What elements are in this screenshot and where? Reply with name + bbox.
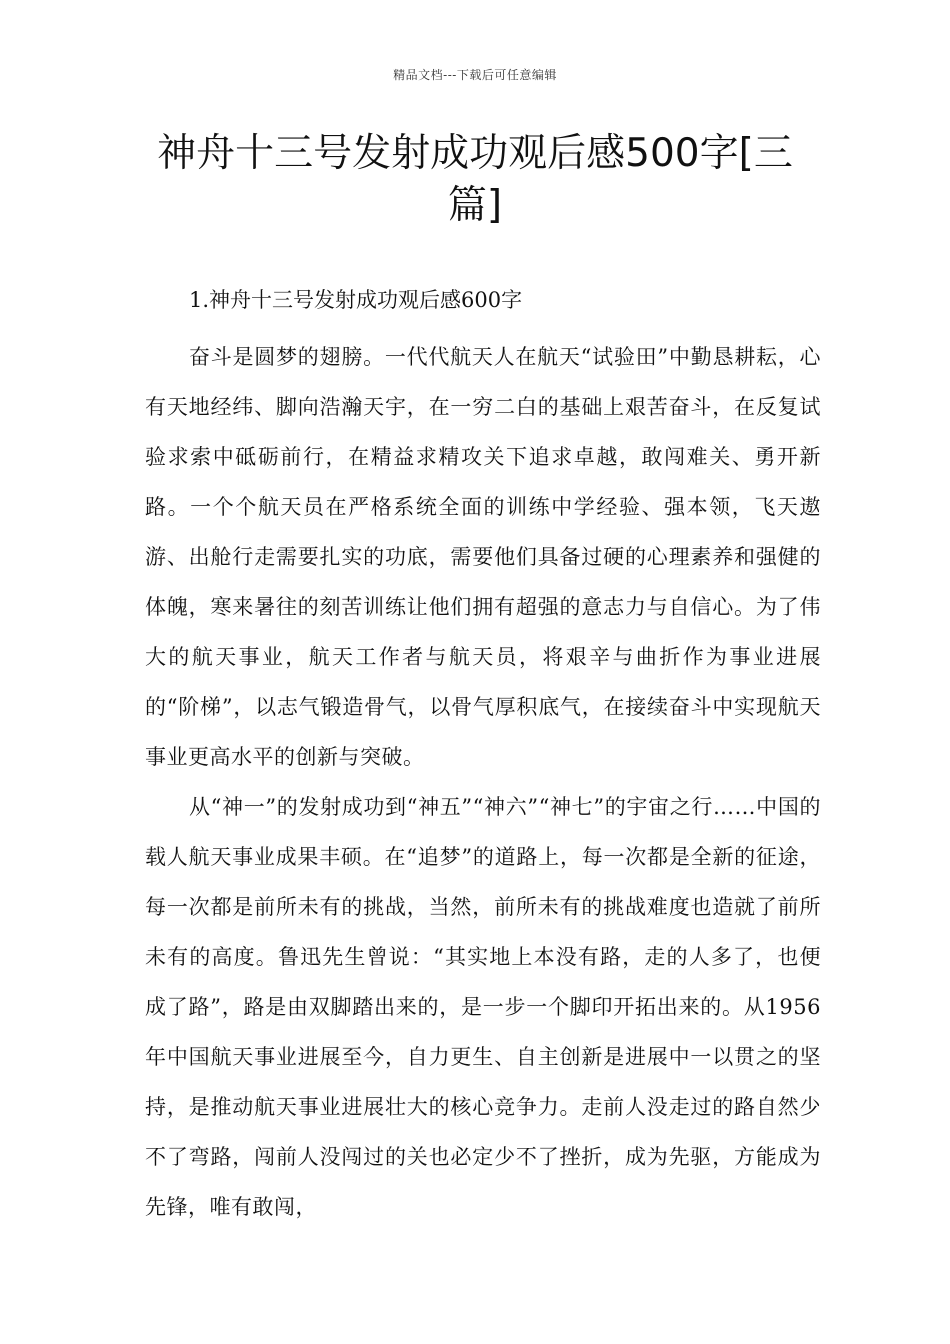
- document-body: [145, 332, 821, 1232]
- paragraph-1: 奋斗是圆梦的翅膀。一代代航天人在航天“试验田”中勤恳耕耘，心有天地经纬、脚向浩瀚天宇，在一穷二白的基础上艰苦奋斗，在反复试验求索中砥砺前行，在精益求精攻关下追求卓越，敢闯难关、勇开新路。一个个航天员在严格系统全面的训练中学经验、强本领，飞天遨游、出舱行走需要扎实的功底，需要他们具备过硬的心理素养和强健的体魄，寒来暑往的刻苦训练让他们拥有超强的意志力与自信心。为了伟大的航天事业，航天工作者与航天员，将艰辛与曲折作为事业进展的“阶梯”，以志气锻造骨气，以骨气厚积底气，在接续奋斗中实现航天事业更高水平的创新与突破。: [145, 345, 821, 769]
- document-title: 神舟十三号发射成功观后感500字[三篇]: [157, 131, 793, 228]
- section-heading: 1.神舟十三号发射成功观后感600字: [189, 288, 523, 312]
- header-note: 精品文档---下载后可任意编辑: [393, 68, 557, 82]
- paragraph-2: 从“神一”的发射成功到“神五”“神六”“神七”的宇宙之行……中国的载人航天事业成果丰硕。在“追梦”的道路上，每一次都是全新的征途，每一次都是前所未有的挑战，当然，前所未有的挑战难度也造就了前所未有的高度。鲁迅先生曾说：“其实地上本没有路，走的人多了，也便成了路”，路是由双脚踏出来的，是一步一个脚印开拓出来的。从1956年中国航天事业进展至今，自力更生、自主创新是进展中一以贯之的坚持，是推动航天事业进展壮大的核心竞争力。走前人没走过的路自然少不了弯路，闯前人没闯过的关也必定少不了挫折，成为先驱，方能成为先锋，唯有敢闯，: [145, 795, 821, 1219]
